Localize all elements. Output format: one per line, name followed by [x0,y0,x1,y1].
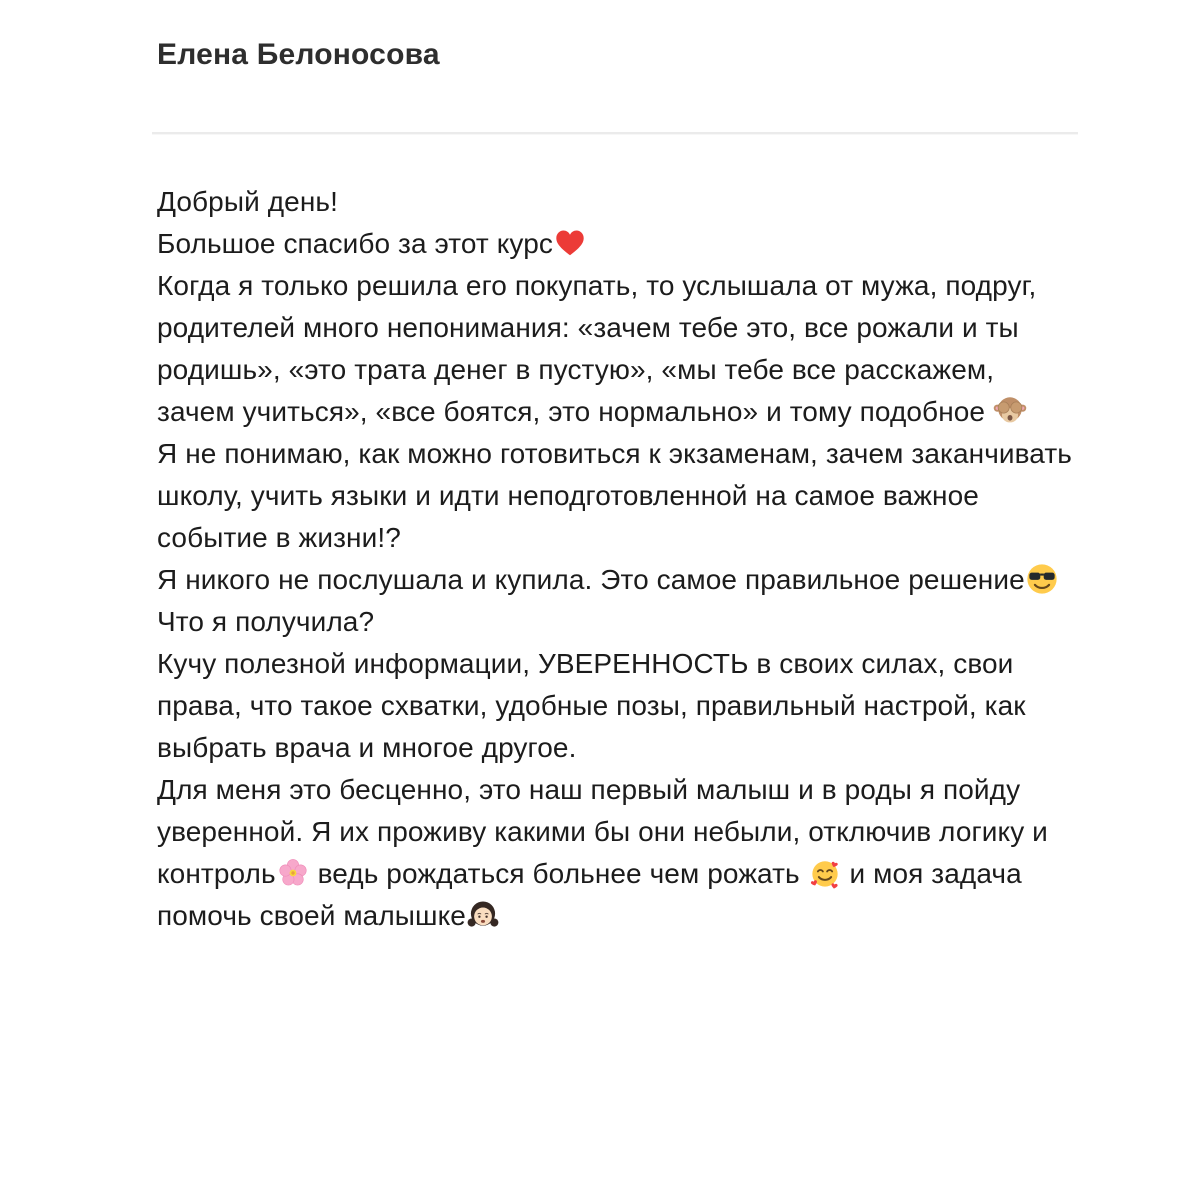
paragraph-text: Большое спасибо за этот курс [157,228,553,259]
paragraph [157,433,1077,559]
paragraph-text: Я не понимаю, как можно готовиться к экзаменам, зачем заканчивать школу, учить языки и идти неподготовленной на самое важное событие в жизни!? [157,438,1072,553]
paragraph-text: и моя задача помочь своей малышке [157,858,1022,931]
paragraph [157,559,1077,601]
paragraph-text: Когда я только решила его покупать, то услышала от мужа, подруг, родителей много непонимания: «зачем тебе это, все рожали и ты родишь», «это трата денег в пустую», «мы тебе все расскажем, зачем учиться», «все боятся, это нормально» и тому подобное [157,270,1037,427]
see-no-evil-monkey-emoji [993,394,1027,428]
paragraph [157,265,1077,433]
paragraph [157,769,1077,937]
paragraph-text: Кучу полезной информации, УВЕРЕННОСТЬ в своих силах, свои права, что такое схватки, удобные позы, правильный настрой, как выбрать врача и многое другое. [157,648,1026,763]
message-body [157,181,1077,937]
paragraph [157,223,1077,265]
cherry-blossom-emoji [276,856,310,890]
divider [152,132,1078,135]
paragraph-text: Для меня это бесценно, это наш первый малыш и в роды я пойду уверенной. Я их проживу какими бы они небыли, отключив логику и контроль [157,774,1048,889]
girl-light-skin-emoji [466,898,500,932]
red-heart-emoji [553,226,587,260]
smiling-face-with-sunglasses-emoji [1025,562,1059,596]
paragraph-text: Добрый день! [157,186,338,217]
paragraph [157,601,1077,643]
paragraph [157,643,1077,769]
paragraph-text: ведь рождаться больнее чем рожать [309,858,808,889]
paragraph [157,181,1077,223]
paragraph-text: Я никого не послушала и купила. Это самое правильное решение [157,564,1025,595]
page-title: Елена Белоносова [157,38,440,71]
smiling-face-with-hearts-emoji [808,856,842,890]
paragraph-text: Что я получила? [157,606,375,637]
